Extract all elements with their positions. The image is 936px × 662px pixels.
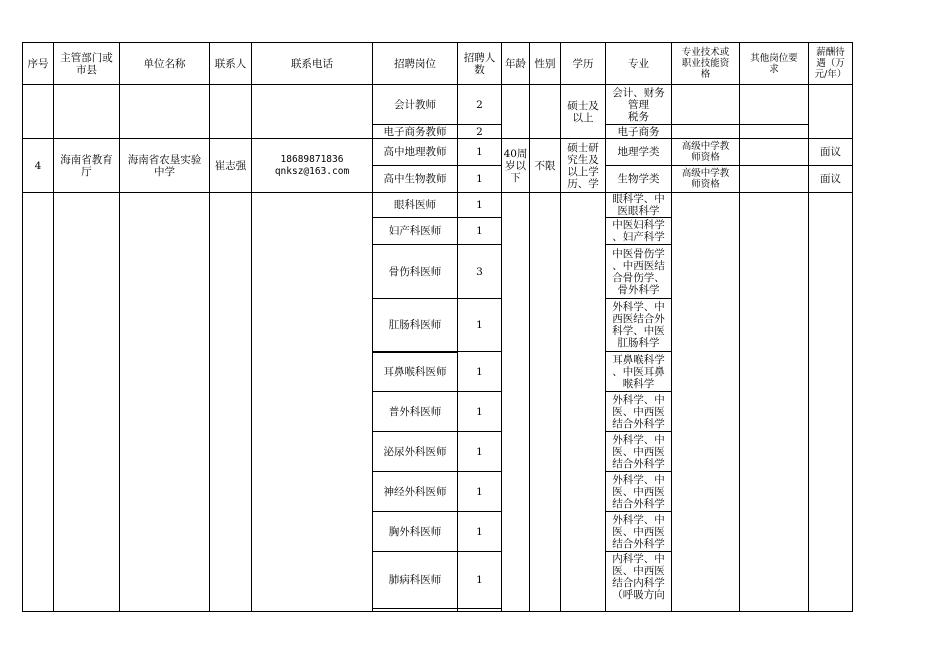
header-other: 其他岗位要 求	[739, 42, 809, 85]
g1-unit-cell	[119, 84, 210, 139]
g3-major-row: 外科学、中 医、中西医 结合外科学	[605, 471, 672, 512]
g3-major-row: 外科学、中 医、中西医 结合外科学	[605, 431, 672, 472]
g3-count-row-partial	[457, 608, 502, 612]
g1-salary-cell	[808, 84, 853, 139]
g1-count-ecommerce: 2	[457, 124, 502, 139]
g3-post-row: 神经外科医师	[372, 471, 458, 512]
g1-post-accounting: 会计教师	[372, 84, 458, 125]
g2-age: 40周 岁以 下	[501, 138, 530, 193]
g3-count-row: 3	[457, 244, 502, 299]
g1-other-accounting	[739, 84, 809, 125]
g3-post-row: 肺病科医师	[372, 551, 458, 609]
g3-count-row: 1	[457, 391, 502, 432]
g2-post-geography: 高中地理教师	[372, 138, 458, 166]
g2-phone: 18689871836	[280, 153, 344, 165]
g3-count-row: 1	[457, 511, 502, 552]
header-age: 年龄	[501, 42, 530, 85]
g1-major-ecommerce: 电子商务	[605, 124, 672, 139]
g3-edu-cell	[560, 192, 606, 612]
header-no: 序号	[22, 42, 54, 85]
header-gender: 性别	[529, 42, 561, 85]
g2-major-biology: 生物学类	[605, 165, 672, 193]
g3-post-row-partial	[372, 608, 458, 612]
g3-gender-cell	[529, 192, 561, 612]
g3-major-row: 中医骨伤学 、中西医结 合骨伤学、 骨外科学	[605, 244, 672, 299]
g3-major-row: 外科学、中 医、中西医 结合外科学	[605, 391, 672, 432]
g3-count-row: 1	[457, 298, 502, 352]
g2-edu: 硕士研 究生及 以上学 历、学	[560, 138, 606, 193]
header-contact: 联系人	[209, 42, 252, 85]
header-phone: 联系电话	[251, 42, 373, 85]
g1-contact-cell	[209, 84, 252, 139]
g3-post-row: 泌尿外科医师	[372, 431, 458, 472]
g3-age-cell	[501, 192, 530, 612]
header-unit: 单位名称	[119, 42, 210, 85]
g3-post-row: 胸外科医师	[372, 511, 458, 552]
g3-count-row: 1	[457, 471, 502, 512]
g3-no-cell	[22, 192, 54, 612]
header-count: 招聘人 数	[457, 42, 502, 85]
g2-contact: 崔志强	[209, 138, 252, 193]
g1-edu: 硕士及 以上	[560, 84, 606, 139]
g3-major-row: 耳鼻喉科学 、中医耳鼻 喉科学	[605, 351, 672, 392]
g3-other-cell	[739, 192, 809, 612]
g3-count-row: 1	[457, 192, 502, 218]
g3-contact-cell	[209, 192, 252, 612]
g2-email: qnksz@163.com	[274, 165, 350, 177]
g3-count-row: 1	[457, 351, 502, 392]
g2-phone-cell	[251, 138, 373, 193]
g3-major-row: 中医妇科学 、妇产科学	[605, 217, 672, 245]
g3-post-row: 妇产科医师	[372, 217, 458, 245]
g3-count-row: 1	[457, 217, 502, 245]
g1-cert-accounting	[671, 84, 740, 125]
g2-major-geography: 地理学类	[605, 138, 672, 166]
g2-count-geography: 1	[457, 138, 502, 166]
g1-gender-cell	[529, 84, 561, 139]
g3-phone-cell	[251, 192, 373, 612]
g1-cert-ecommerce	[671, 124, 740, 139]
g2-cert-geography: 高级中学教 师资格	[671, 138, 740, 166]
g1-post-ecommerce: 电子商务教师	[372, 124, 458, 139]
g3-major-row: 外科学、中 西医结合外 科学、中医 肛肠科学	[605, 298, 672, 352]
g2-no: 4	[22, 138, 54, 193]
g3-dept-cell	[53, 192, 120, 612]
header-salary: 薪酬待 遇（万 元/年）	[808, 42, 853, 85]
g2-salary-biology: 面议	[808, 165, 853, 193]
header-major: 专业	[605, 42, 672, 85]
header-dept: 主管部门或 市县	[53, 42, 120, 85]
g2-post-biology: 高中生物教师	[372, 165, 458, 193]
g2-gender: 不限	[529, 138, 561, 193]
g3-major-row: 内科学、中 医、中西医 结合内科学 （呼吸方向	[605, 551, 672, 612]
g3-major-row: 眼科学、中 医眼科学	[605, 192, 672, 218]
g3-post-row: 眼科医师	[372, 192, 458, 218]
g1-phone-cell	[251, 84, 373, 139]
g3-count-row: 1	[457, 551, 502, 609]
g1-dept-cell	[53, 84, 120, 139]
g1-count-accounting: 2	[457, 84, 502, 125]
g2-count-biology: 1	[457, 165, 502, 193]
g3-unit-cell	[119, 192, 210, 612]
g3-post-row: 骨伤科医师	[372, 244, 458, 299]
header-post: 招聘岗位	[372, 42, 458, 85]
g2-other-geography	[739, 138, 809, 166]
g2-unit: 海南省农垦实验 中学	[119, 138, 210, 193]
g3-major-row: 外科学、中 医、中西医 结合外科学	[605, 511, 672, 552]
g3-post-row: 肛肠科医师	[372, 298, 458, 352]
header-edu: 学历	[560, 42, 606, 85]
header-cert: 专业技术或 职业技能资 格	[671, 42, 740, 85]
g2-salary-geography: 面议	[808, 138, 853, 166]
g3-count-row: 1	[457, 431, 502, 472]
g1-other-ecommerce	[739, 124, 809, 139]
g3-post-row: 耳鼻喉科医师	[372, 351, 458, 392]
g3-cert-cell	[671, 192, 740, 612]
g3-post-row: 普外科医师	[372, 391, 458, 432]
g1-age-cell	[501, 84, 530, 139]
g2-dept: 海南省教育 厅	[53, 138, 120, 193]
g1-no-cell	[22, 84, 54, 139]
g2-cert-biology: 高级中学教 师资格	[671, 165, 740, 193]
g2-other-biology	[739, 165, 809, 193]
g1-major-accounting: 会计、财务 管理 税务	[605, 84, 672, 125]
g3-salary-cell	[808, 192, 853, 612]
